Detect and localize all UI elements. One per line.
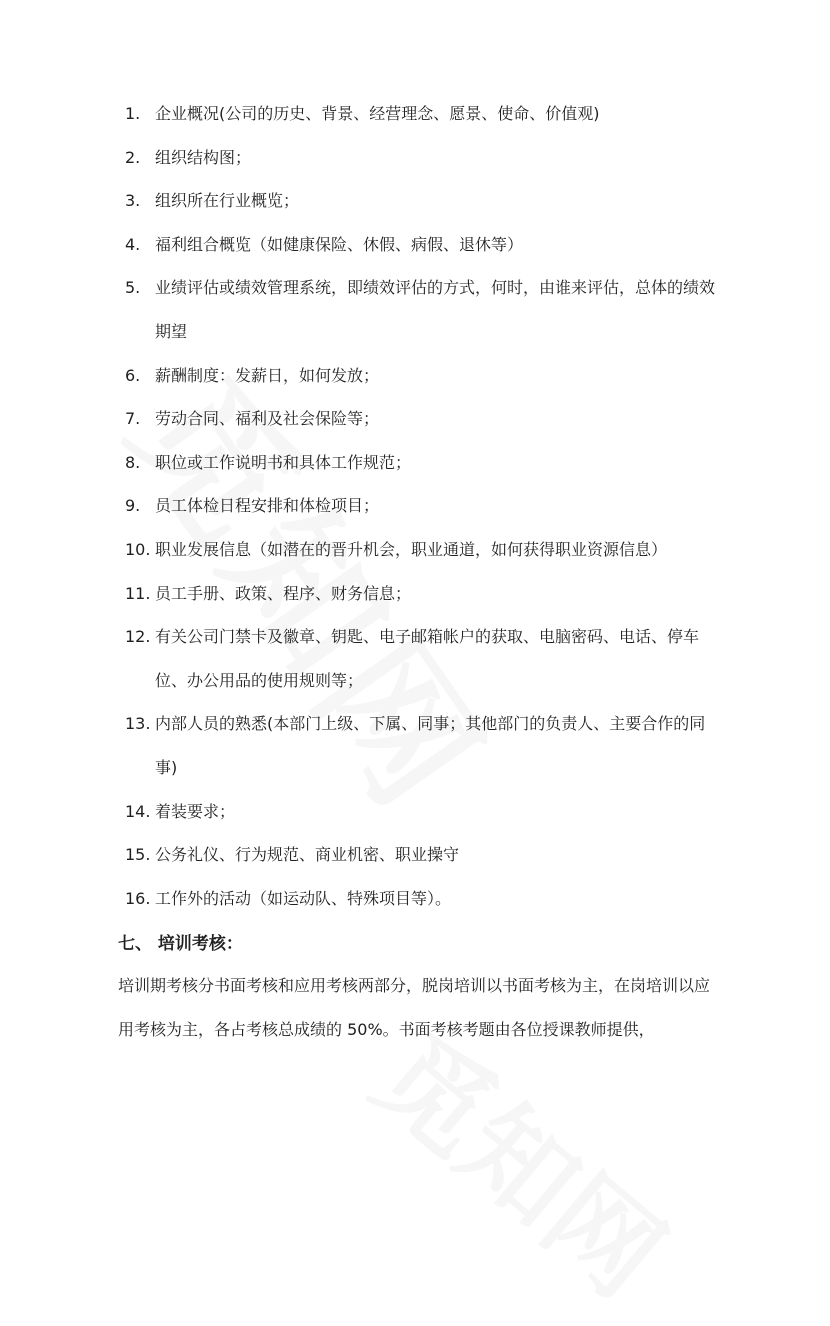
- item-number: 3.: [125, 191, 141, 211]
- item-text: 员工手册、政策、程序、财务信息；: [155, 583, 412, 603]
- item-text: 劳动合同、福利及社会保险等；: [155, 409, 380, 429]
- item-text: 福利组合概览（如健康保险、休假、病假、退休等）: [155, 234, 524, 254]
- list-item: [125, 266, 725, 353]
- item-text: 组织所在行业概览；: [155, 191, 300, 211]
- list-item: [125, 877, 725, 921]
- item-text: 职业发展信息（如潜在的晋升机会，职业通道，如何获得职业资源信息）: [155, 539, 668, 559]
- numbered-list: [125, 92, 725, 920]
- section-heading: 七、 培训考核：: [118, 934, 243, 954]
- list-item: [125, 790, 725, 834]
- list-item: [125, 179, 725, 223]
- item-number: 12.: [125, 627, 151, 647]
- item-text: 有关公司门禁卡及徽章、钥匙、电子邮箱帐户的获取、电脑密码、电话、停车位、办公用品的使用规则等；: [155, 627, 700, 690]
- list-item: [125, 528, 725, 572]
- item-text: 职位或工作说明书和具体工作规范；: [155, 452, 412, 472]
- item-number: 1.: [125, 104, 141, 123]
- item-number: 5.: [125, 278, 141, 298]
- item-text: 员工体检日程安排和体检项目；: [155, 496, 380, 516]
- item-number: 2.: [125, 147, 141, 167]
- list-item: [125, 92, 725, 136]
- item-number: 10.: [125, 539, 151, 559]
- item-text: 企业概况(公司的历史、背景、经营理念、愿景、使命、价值观): [155, 104, 600, 123]
- item-number: 11.: [125, 583, 151, 603]
- list-item: [125, 833, 725, 877]
- body-paragraph: 培训期考核分书面考核和应用考核两部分，脱岗培训以书面考核为主，在岗培训以应用考核为主，各占考核总成绩的 50%。书面考核考题由各位授课教师提供，: [118, 976, 711, 1039]
- item-text: 组织结构图；: [155, 147, 252, 167]
- item-text: 薪酬制度：发薪日，如何发放；: [155, 365, 380, 385]
- list-item: [125, 397, 725, 441]
- item-number: 14.: [125, 801, 151, 821]
- list-item: [125, 615, 725, 702]
- item-number: 16.: [125, 888, 151, 908]
- item-number: 7.: [125, 409, 141, 429]
- list-item: [125, 136, 725, 180]
- list-item: [125, 572, 725, 616]
- item-text: 内部人员的熟悉(本部门上级、下属、同事；其他部门的负责人、主要合作的同事): [155, 714, 706, 777]
- list-item: [125, 223, 725, 267]
- item-number: 6.: [125, 365, 141, 385]
- list-item: [125, 702, 725, 789]
- item-text: 工作外的活动（如运动队、特殊项目等）。: [155, 888, 452, 908]
- item-number: 8.: [125, 452, 141, 472]
- item-number: 9.: [125, 496, 141, 516]
- item-text: 着装要求；: [155, 801, 236, 821]
- item-text: 业绩评估或绩效管理系统，即绩效评估的方式，何时，由谁来评估，总体的绩效期望: [155, 278, 716, 341]
- list-item: [125, 484, 725, 528]
- item-text: 公务礼仪、行为规范、商业机密、职业操守: [155, 845, 460, 865]
- item-number: 15.: [125, 845, 151, 865]
- item-number: 4.: [125, 234, 141, 254]
- item-number: 13.: [125, 714, 151, 734]
- list-item: [125, 354, 725, 398]
- list-item: [125, 441, 725, 485]
